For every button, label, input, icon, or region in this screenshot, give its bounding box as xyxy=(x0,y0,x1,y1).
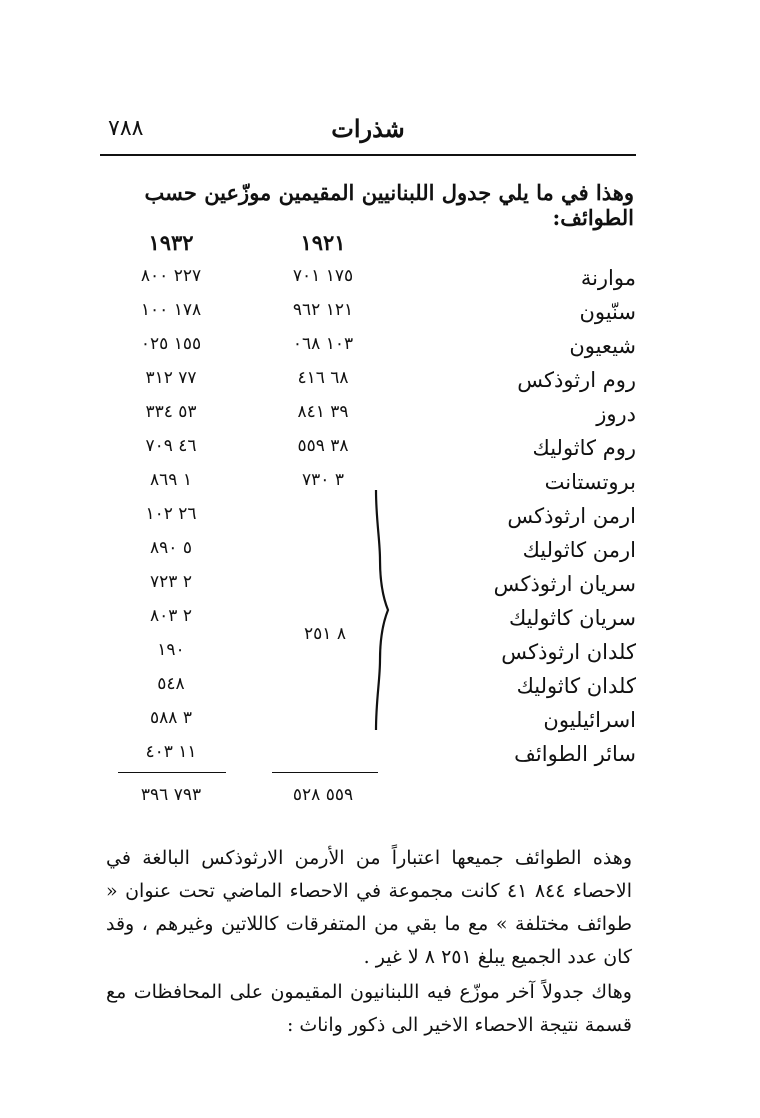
value-1932: ١٧٨ ١٠٠ xyxy=(140,300,202,320)
column-header-1921: ١٩٢١ xyxy=(300,230,346,255)
paragraph-2: وهاك جدولاً آخر موزّع فيه اللبنانيون المقيمون على المحافظات مع قسمة نتيجة الاحصاء الاخير الى ذكور واناث : xyxy=(106,981,632,1036)
sect-name: سريان ارثوذكس xyxy=(493,572,636,596)
value-1932: ٤٦ ٧٠٩ xyxy=(145,436,197,456)
sect-name: سريان كاثوليك xyxy=(508,606,636,630)
table-row xyxy=(100,674,636,706)
value-1932: ٧٧ ٣١٢ xyxy=(145,368,197,388)
total-rule-1932 xyxy=(118,772,226,773)
value-1932: ٣ ٥٨٨ xyxy=(150,708,192,728)
sect-name: كلدان كاثوليك xyxy=(516,674,636,698)
page-header xyxy=(100,112,636,152)
total-rule-1921 xyxy=(272,772,378,773)
value-1921: ٣٩ ٨٤١ xyxy=(297,402,349,422)
total-1921: ٥٥٩ ٥٢٨ xyxy=(292,785,354,805)
value-1921: ٦٨ ٤١٦ xyxy=(297,368,349,388)
table-row xyxy=(100,538,636,570)
table-row xyxy=(100,368,636,400)
running-title: شذرات xyxy=(331,114,405,143)
value-1921: ١٢١ ٩٦٢ xyxy=(292,300,354,320)
sect-name: كلدان ارثوذكس xyxy=(501,640,636,664)
intro-line: وهذا في ما يلي جدول اللبنانيين المقيمين موزّعين حسب الطوائف: xyxy=(144,180,634,230)
table-row xyxy=(100,572,636,604)
grouping-brace xyxy=(372,490,392,730)
sect-name: روم ارثوذكس xyxy=(517,368,636,392)
value-1921: ٣ ٧٣٠ xyxy=(302,470,344,490)
table-row xyxy=(100,470,636,502)
table-row xyxy=(100,708,636,740)
value-1932: ٢ ٧٢٣ xyxy=(150,572,192,592)
value-1932: ٥٤٨ xyxy=(157,674,185,694)
sect-name: بروتستانت xyxy=(544,470,636,494)
sect-name: روم كاثوليك xyxy=(532,436,636,460)
sect-name: سائر الطوائف xyxy=(514,742,636,766)
value-1932: ١١ ٤٠٣ xyxy=(145,742,197,762)
table-row xyxy=(100,402,636,434)
sect-name: دروز xyxy=(596,402,636,426)
paragraph-1: وهذه الطوائف جميعها اعتباراً من الأرمن الارثوذكس البالغة في الاحصاء ٨٤٤ ٤١ كانت مجموعة في الاحصاء الماضي تحت عنوان « طوائف مختلفة » مع ما بقي من المتفرقات كاللاتين وغيرهم ، وقد كان عدد الجميع يبلغ ٢٥١ ٨ لا غير . xyxy=(106,847,632,968)
value-1932: ٢٦ ١٠٢ xyxy=(145,504,197,524)
table-row xyxy=(100,334,636,366)
value-1932: ١ ٨٦٩ xyxy=(150,470,192,490)
table-row xyxy=(100,504,636,536)
value-1932: ٢٢٧ ٨٠٠ xyxy=(140,266,202,286)
table-row xyxy=(100,640,636,672)
value-1921: ١٧٥ ٧٠١ xyxy=(292,266,354,286)
value-1921: ٣٨ ٥٥٩ xyxy=(297,436,349,456)
column-header-1932: ١٩٣٢ xyxy=(148,230,194,255)
value-1932: ٥٣ ٣٣٤ xyxy=(145,402,197,422)
value-1932: ٢ ٨٠٣ xyxy=(150,606,192,626)
sect-name: ارمن ارثوذكس xyxy=(507,504,636,528)
table-row xyxy=(100,742,636,774)
header-rule xyxy=(100,154,636,156)
page-number: ٧٨٨ xyxy=(108,116,144,141)
total-1932: ٧٩٣ ٣٩٦ xyxy=(140,785,202,805)
sect-name: سنّيون xyxy=(579,300,636,324)
grouped-1921-value: ٨ ٢٥١ xyxy=(304,624,346,644)
table-row xyxy=(100,266,636,298)
value-1932: ١٩٠ xyxy=(157,640,185,660)
sect-name: شيعيون xyxy=(569,334,636,358)
table-row xyxy=(100,436,636,468)
value-1932: ١٥٥ ٠٢٥ xyxy=(140,334,202,354)
sect-name: ارمن كاثوليك xyxy=(522,538,636,562)
value-1932: ٥ ٨٩٠ xyxy=(150,538,192,558)
sect-name: اسرائيليون xyxy=(543,708,636,732)
sect-name: موارنة xyxy=(580,266,636,290)
value-1921: ١٠٣ ٠٦٨ xyxy=(292,334,354,354)
table-row xyxy=(100,300,636,332)
